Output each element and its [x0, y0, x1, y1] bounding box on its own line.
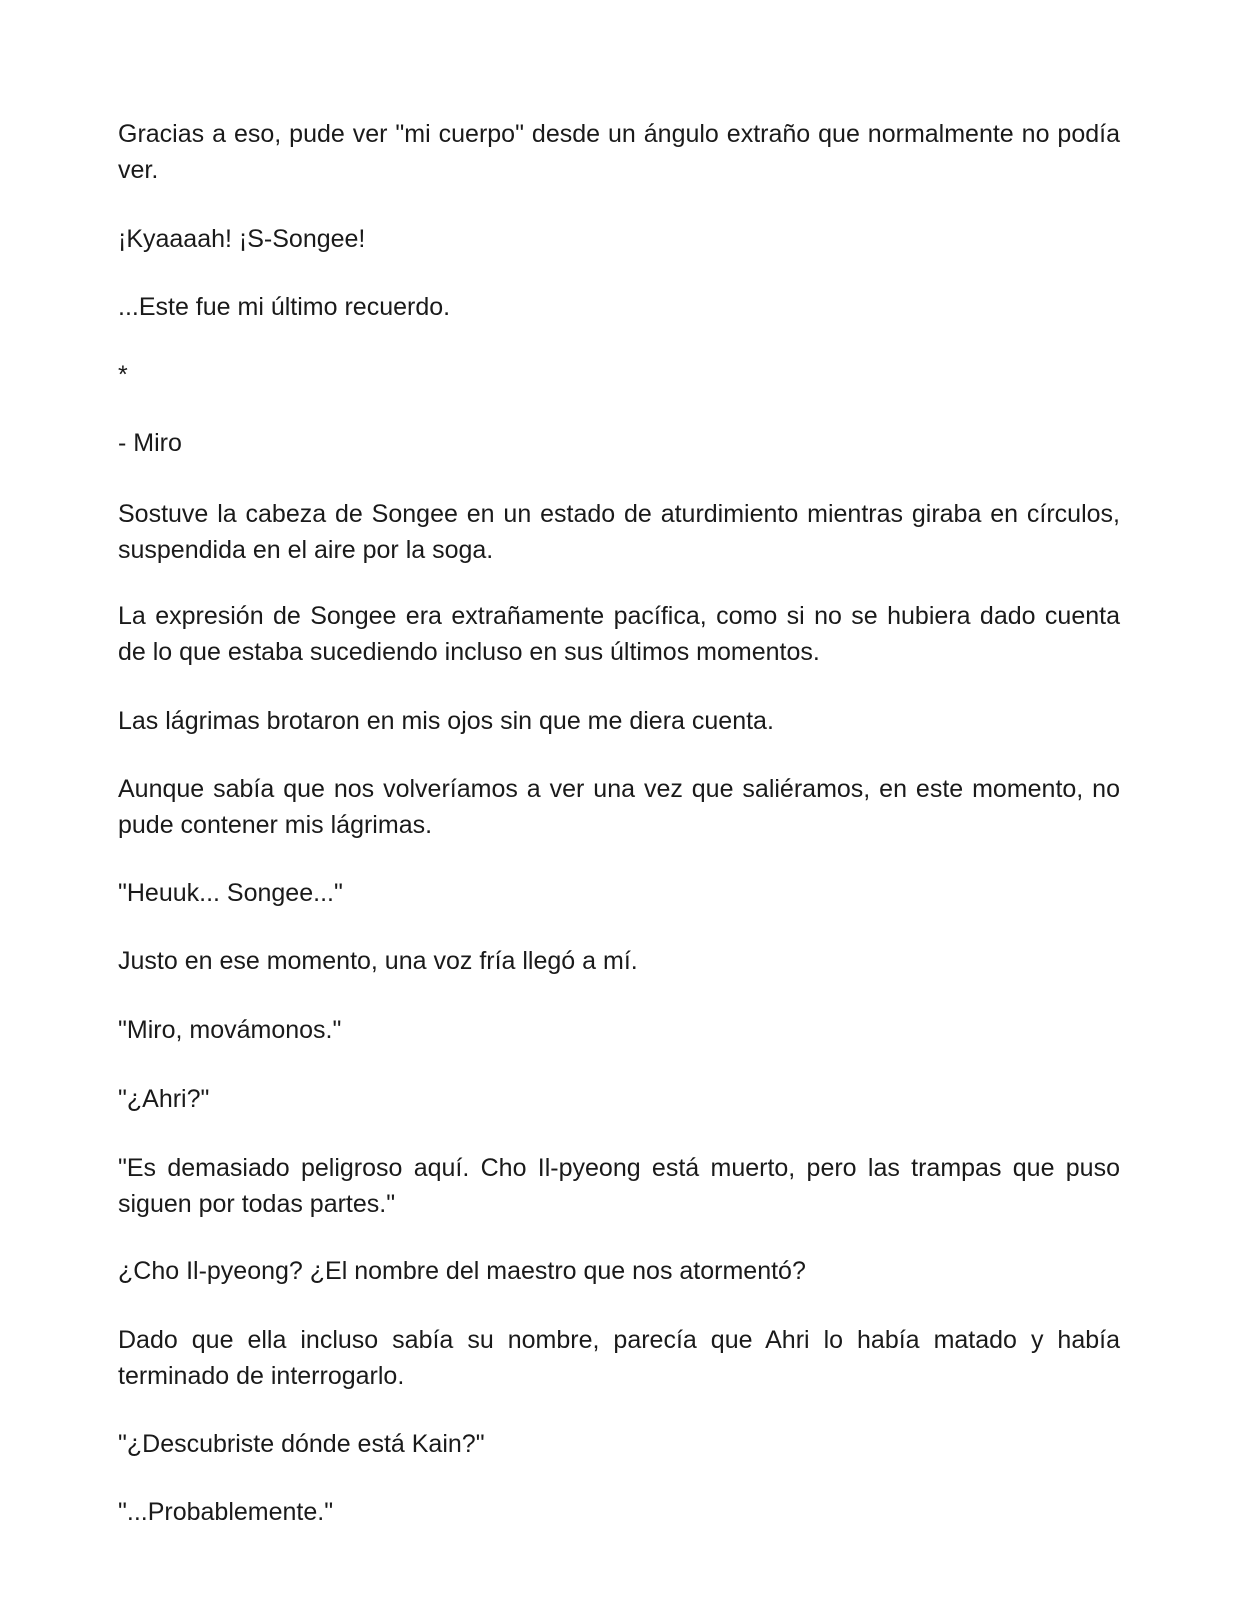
paragraph: ...Este fue mi último recuerdo.: [118, 293, 451, 321]
paragraph: Aunque sabía que nos volveríamos a ver una vez que saliéramos, en este momento, no pude contener mis lágrimas.: [118, 775, 1120, 839]
paragraph: Justo en ese momento, una voz fría llegó a mí.: [118, 947, 638, 975]
paragraph: Gracias a eso, pude ver "mi cuerpo" desde un ángulo extraño que normalmente no podía ver.: [118, 120, 1120, 184]
paragraph: ¿Cho Il-pyeong? ¿El nombre del maestro que nos atormentó?: [118, 1257, 806, 1285]
paragraph: "Miro, movámonos.": [118, 1016, 342, 1044]
paragraph: "¿Descubriste dónde está Kain?": [118, 1430, 485, 1458]
paragraph: Las lágrimas brotaron en mis ojos sin que me diera cuenta.: [118, 707, 774, 735]
paragraph: "Es demasiado peligroso aquí. Cho Il-pyeong está muerto, pero las trampas que puso siguen por todas partes.": [118, 1154, 1120, 1218]
paragraph: La expresión de Songee era extrañamente pacífica, como si no se hubiera dado cuenta de lo que estaba sucediendo incluso en sus últimos momentos.: [118, 602, 1120, 666]
paragraph: - Miro: [118, 429, 182, 457]
paragraph: "...Probablemente.": [118, 1498, 334, 1526]
paragraph: "Heuuk... Songee...": [118, 879, 343, 907]
section-break: *: [118, 361, 128, 389]
paragraph: "¿Ahri?": [118, 1085, 210, 1113]
paragraph: Sostuve la cabeza de Songee en un estado de aturdimiento mientras giraba en círculos, suspendida en el aire por la soga.: [118, 500, 1120, 564]
paragraph: ¡Kyaaaah! ¡S-Songee!: [118, 225, 366, 253]
paragraph: Dado que ella incluso sabía su nombre, parecía que Ahri lo había matado y había terminado de interrogarlo.: [118, 1326, 1120, 1390]
